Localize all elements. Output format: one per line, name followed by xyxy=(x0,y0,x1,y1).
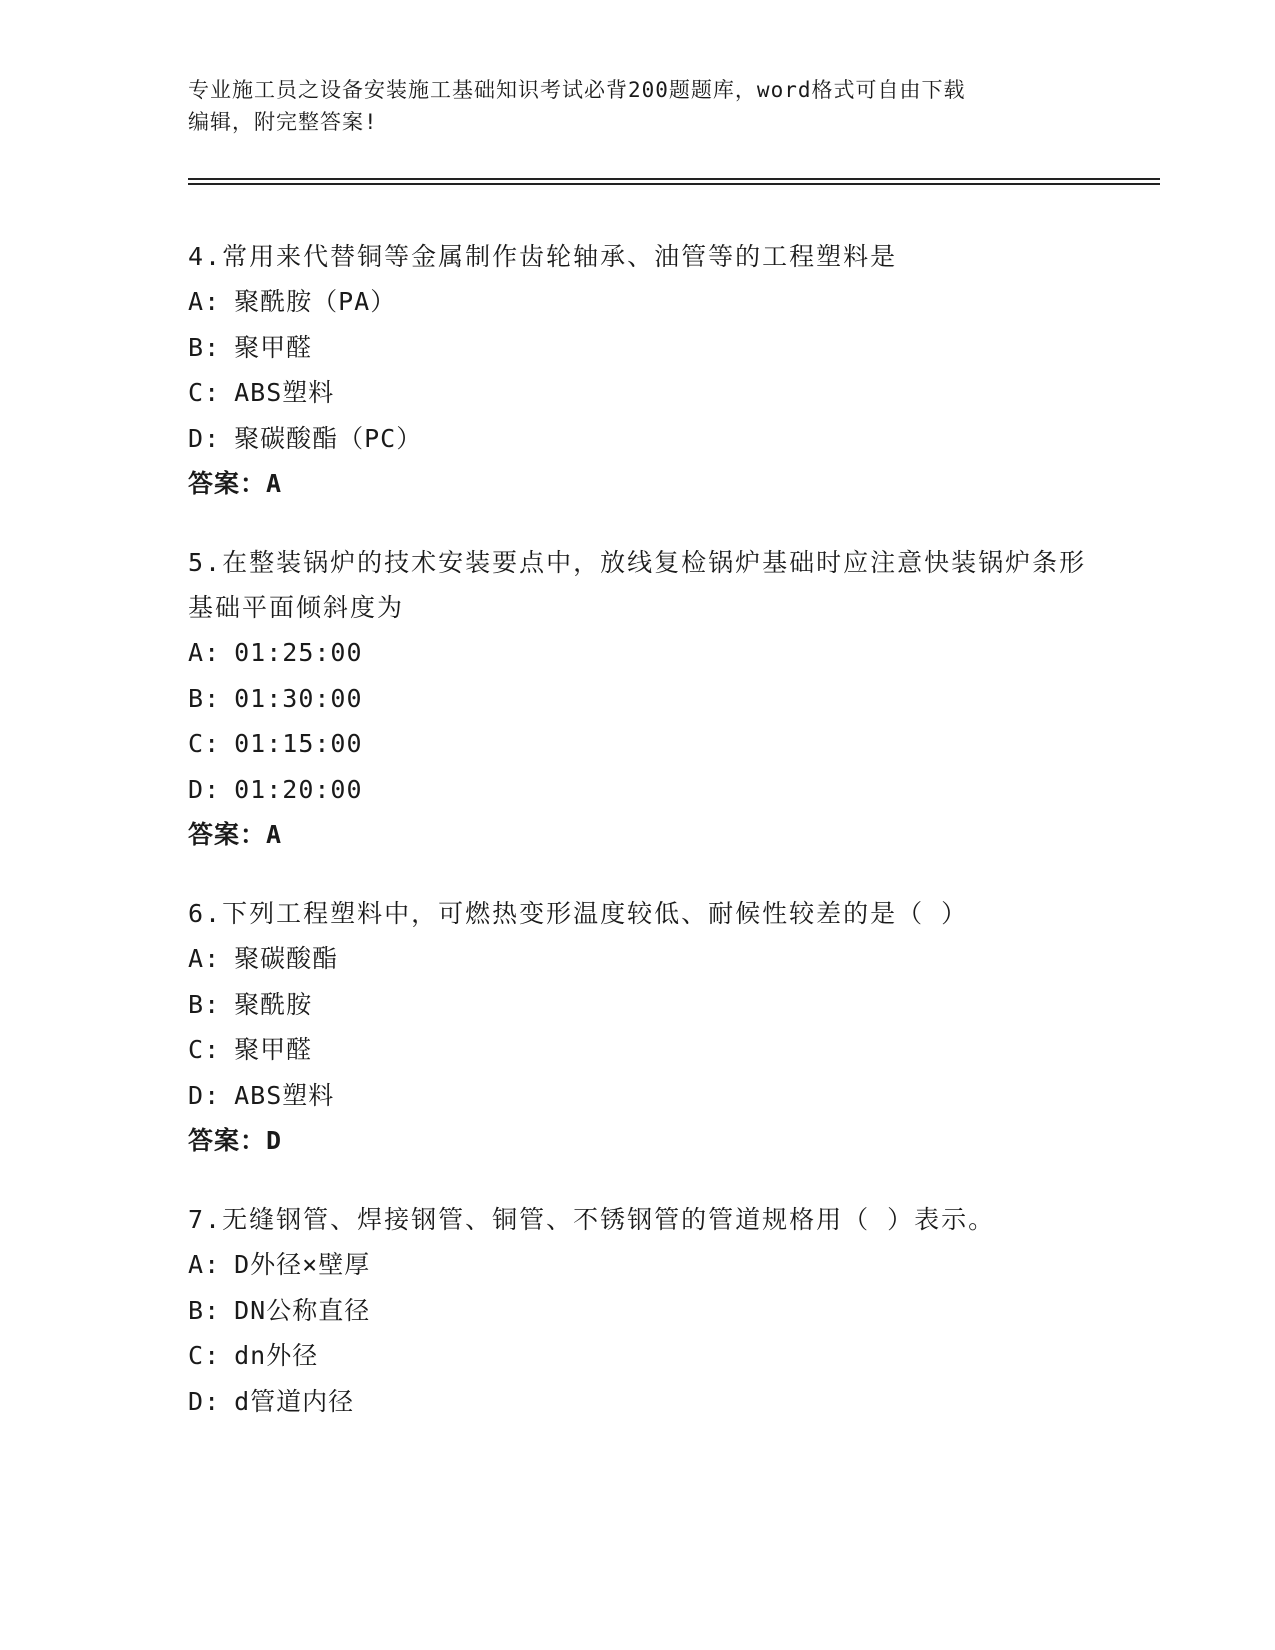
option-b xyxy=(188,325,1088,371)
option-a xyxy=(188,1242,1088,1288)
option-text: 聚碳酸酯 xyxy=(234,944,339,973)
option-d xyxy=(188,1073,1088,1119)
document-header xyxy=(188,74,1088,138)
option-separator: : xyxy=(204,1295,221,1325)
option-text: 聚酰胺（PA） xyxy=(234,287,397,316)
option-c xyxy=(188,721,1088,767)
option-text: ABS塑料 xyxy=(234,378,335,407)
question-list xyxy=(188,234,1088,1458)
option-separator: : xyxy=(204,683,221,713)
option-text: 01:20:00 xyxy=(234,774,363,804)
option-separator: : xyxy=(204,287,221,316)
option-a xyxy=(188,936,1088,982)
option-letter: C xyxy=(188,378,205,407)
question-text: 6.下列工程塑料中，可燃热变形温度较低、耐候性较差的是（ ） xyxy=(188,899,969,928)
option-text: 聚甲醛 xyxy=(234,332,313,362)
option-a xyxy=(188,279,1088,325)
question-text: 7.无缝钢管、焊接钢管、铜管、不锈钢管的管道规格用（ ）表示。 xyxy=(188,1205,996,1234)
option-letter: B xyxy=(188,332,205,362)
answer-line: 答案：A xyxy=(188,820,283,849)
option-letter: B xyxy=(188,1295,205,1325)
option-b xyxy=(188,982,1088,1028)
option-separator: : xyxy=(204,944,221,973)
header-divider-top xyxy=(188,178,1160,180)
option-text: d管道内径 xyxy=(234,1386,355,1416)
answer-line: 答案：A xyxy=(188,469,283,498)
option-text: DN公称直径 xyxy=(234,1295,371,1325)
option-c xyxy=(188,370,1088,416)
option-letter: D xyxy=(188,423,205,453)
option-text: 01:25:00 xyxy=(234,638,363,667)
question-text: 4.常用来代替铜等金属制作齿轮轴承、油管等的工程塑料是 xyxy=(188,242,898,271)
answer-line: 答案：D xyxy=(188,1126,283,1155)
option-d xyxy=(188,416,1088,462)
option-letter: A xyxy=(188,1250,205,1279)
option-separator: : xyxy=(204,1035,221,1064)
option-separator: : xyxy=(204,774,221,804)
option-letter: B xyxy=(188,683,205,713)
option-c xyxy=(188,1027,1088,1073)
option-separator: : xyxy=(204,423,221,453)
option-a xyxy=(188,630,1088,676)
option-letter: D xyxy=(188,1080,205,1110)
option-c xyxy=(188,1333,1088,1379)
option-letter: A xyxy=(188,944,205,973)
option-text: 聚酰胺 xyxy=(234,989,313,1019)
option-letter: C xyxy=(188,1035,205,1064)
header-divider-bottom xyxy=(188,183,1160,185)
option-b xyxy=(188,676,1088,722)
option-text: 01:30:00 xyxy=(234,683,363,713)
option-text: 01:15:00 xyxy=(234,729,363,758)
option-text: D外径×壁厚 xyxy=(234,1250,371,1279)
question-item xyxy=(188,891,1088,1163)
question-item xyxy=(188,1197,1088,1424)
option-letter: C xyxy=(188,1341,205,1370)
option-separator: : xyxy=(204,729,221,758)
header-title-line2: 编辑，附完整答案! xyxy=(188,110,378,134)
option-letter: B xyxy=(188,989,205,1019)
option-letter: A xyxy=(188,287,205,316)
option-letter: D xyxy=(188,774,205,804)
header-title-line1: 专业施工员之设备安装施工基础知识考试必背200题题库，word格式可自由下载 xyxy=(188,78,966,102)
option-separator: : xyxy=(204,332,221,362)
option-letter: D xyxy=(188,1386,205,1416)
option-separator: : xyxy=(204,1250,221,1279)
option-separator: : xyxy=(204,1341,221,1370)
option-letter: A xyxy=(188,638,205,667)
question-item xyxy=(188,234,1088,506)
option-letter: C xyxy=(188,729,205,758)
option-separator: : xyxy=(204,1080,221,1110)
question-item xyxy=(188,540,1088,857)
option-separator: : xyxy=(204,989,221,1019)
option-separator: : xyxy=(204,638,221,667)
option-text: 聚碳酸酯（PC） xyxy=(234,423,423,453)
option-text: dn外径 xyxy=(234,1341,319,1370)
question-text: 5.在整装锅炉的技术安装要点中，放线复检锅炉基础时应注意快装锅炉条形基础平面倾斜度为 xyxy=(188,548,1087,622)
option-d xyxy=(188,767,1088,813)
option-text: ABS塑料 xyxy=(234,1080,335,1110)
option-b xyxy=(188,1288,1088,1334)
option-d xyxy=(188,1379,1088,1425)
option-separator: : xyxy=(204,378,221,407)
option-separator: : xyxy=(204,1386,221,1416)
option-text: 聚甲醛 xyxy=(234,1035,313,1064)
